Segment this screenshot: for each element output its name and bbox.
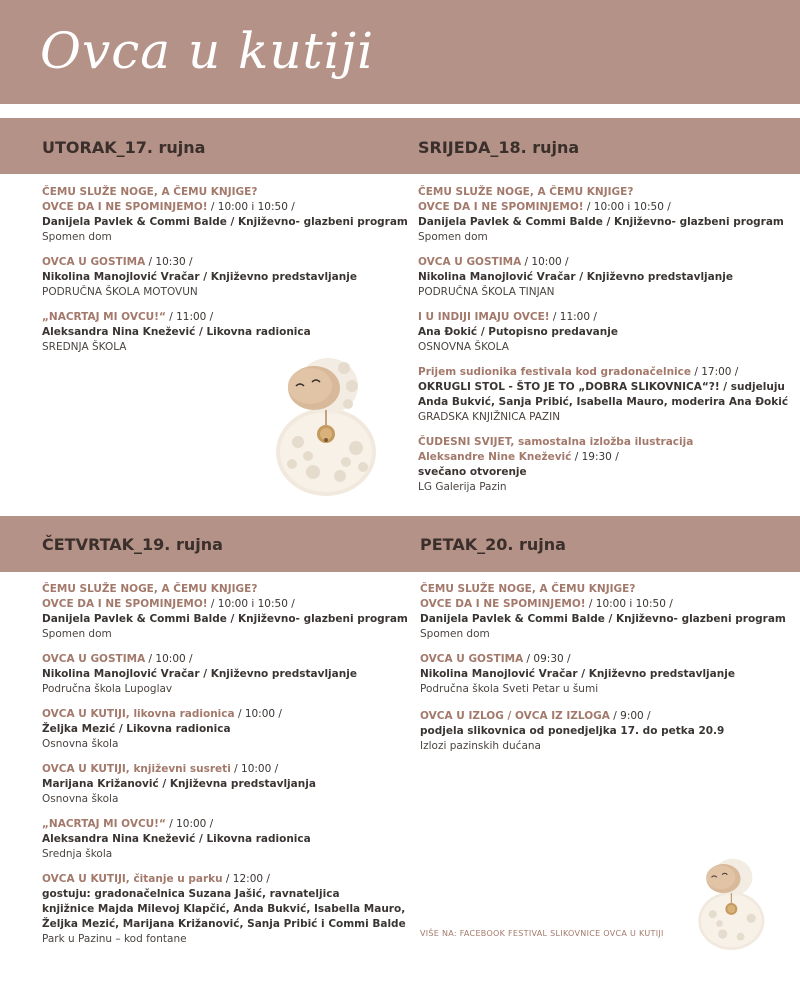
event-title [418, 310, 788, 325]
event-time: / 11:00 / [165, 311, 214, 323]
event-people: svečano otvorenje [418, 466, 527, 478]
event-people: Željka Mezić, Marijana Križanović, Sanja Pribić i Commi Balde [42, 918, 406, 930]
sheep-illustration [268, 352, 380, 498]
event-people: Danijela Pavlek & Commi Balde / Književno- glazbeni program [418, 216, 784, 228]
event-item [42, 185, 412, 245]
event-place: Spomen dom [42, 231, 112, 243]
event-title-text: OVCA U KUTIJI, likovna radionica [42, 708, 235, 720]
event-people: Danijela Pavlek & Commi Balde / Književno- glazbeni program [42, 613, 408, 625]
schedule-thursday [42, 582, 412, 957]
event-title-text: OVCA U KUTIJI, čitanje u parku [42, 873, 223, 885]
event-place: OSNOVNA ŠKOLA [418, 341, 509, 353]
schedule-wednesday [418, 185, 788, 505]
event-title-text: OVCA U KUTIJI, književni susreti [42, 763, 231, 775]
event-people: Aleksandra Nina Knežević / Likovna radionica [42, 326, 311, 338]
event-place: PODRUČNA ŠKOLA TINJAN [418, 286, 555, 298]
event-time: / 9:00 / [609, 710, 651, 722]
event-people: Anda Bukvić, Sanja Pribić, Isabella Mauro, moderira Ana Đokić [418, 396, 789, 408]
event-time: / 10:30 / [145, 256, 193, 268]
event-people: Nikolina Manojlović Vračar / Književno predstavljanje [42, 668, 357, 680]
event-time: / 10:00 / [165, 818, 214, 830]
day-title-thursday: ČETVRTAK_19. rujna [42, 535, 223, 554]
event-item [42, 817, 412, 862]
event-title-text: Prijem sudionika festivala kod gradonačelnice [418, 366, 691, 378]
event-title-text: ČEMU SLUŽE NOGE, A ČEMU KNJIGE? [418, 186, 634, 198]
event-title [42, 597, 412, 612]
event-time: / 10:00 / [145, 653, 193, 665]
event-time: / 17:00 / [691, 366, 739, 378]
event-time: / 10:00 / [521, 256, 569, 268]
event-title [420, 597, 790, 612]
event-time: / 11:00 / [549, 311, 597, 323]
event-place: GRADSKA KNJIŽNICA PAZIN [418, 411, 561, 423]
footer-note: VIŠE NA: FACEBOOK FESTIVAL SLIKOVNICE OVCA U KUTIJI [420, 929, 664, 938]
event-title [42, 652, 412, 667]
event-people: OKRUGLI STOL - ŠTO JE TO „DOBRA SLIKOVNICA“?! / sudjeluju [418, 381, 785, 393]
event-title [420, 709, 790, 724]
event-title-text: „NACRTAJ MI OVCU!“ [42, 311, 166, 323]
event-item [42, 707, 412, 752]
event-title [418, 435, 788, 450]
event-title [42, 817, 412, 832]
event-title-text: OVCE DA I NE SPOMINJEMO! [420, 598, 586, 610]
event-place: LG Galerija Pazin [418, 481, 507, 493]
event-place: Osnovna škola [42, 738, 119, 750]
event-time: / 12:00 / [222, 873, 270, 885]
day-title-friday: PETAK_20. rujna [420, 535, 566, 554]
event-place: Izlozi pazinskih dućana [420, 740, 541, 752]
event-title-text: ČEMU SLUŽE NOGE, A ČEMU KNJIGE? [42, 186, 258, 198]
event-item [42, 310, 412, 355]
event-item [418, 310, 788, 355]
event-title [42, 707, 412, 722]
event-title [420, 652, 790, 667]
event-title [418, 450, 788, 465]
event-title [418, 185, 788, 200]
event-title [42, 762, 412, 777]
event-place: Spomen dom [418, 231, 488, 243]
event-time: / 10:00 i 10:50 / [207, 598, 295, 610]
event-people: Nikolina Manojlović Vračar / Književno predstavljanje [420, 668, 735, 680]
event-item [418, 255, 788, 300]
event-item [418, 365, 788, 425]
event-time: / 10:00 i 10:50 / [585, 598, 673, 610]
event-title-text: OVCE DA I NE SPOMINJEMO! [42, 201, 208, 213]
event-time: / 10:00 i 10:50 / [207, 201, 295, 213]
event-item [42, 762, 412, 807]
event-people: Nikolina Manojlović Vračar / Književno predstavljanje [418, 271, 733, 283]
event-place: SREDNJA ŠKOLA [42, 341, 127, 353]
schedule-tuesday [42, 185, 412, 365]
event-time: / 10:00 i 10:50 / [583, 201, 671, 213]
event-title [42, 872, 412, 887]
event-people: Željka Mezić / Likovna radionica [42, 723, 231, 735]
event-people: Nikolina Manojlović Vračar / Književno predstavljanje [42, 271, 357, 283]
event-title-text: Aleksandre Nine Knežević [418, 451, 572, 463]
event-title-text: ČEMU SLUŽE NOGE, A ČEMU KNJIGE? [42, 583, 258, 595]
day-title-wednesday: SRIJEDA_18. rujna [418, 138, 580, 157]
event-title-text: OVCA U GOSTIMA [42, 653, 146, 665]
event-place: Područna škola Sveti Petar u šumi [420, 683, 599, 695]
event-place: Područna škola Lupoglav [42, 683, 173, 695]
event-item [42, 582, 412, 642]
event-title-text: OVCE DA I NE SPOMINJEMO! [418, 201, 584, 213]
event-title [42, 200, 412, 215]
event-item [42, 652, 412, 697]
event-title [418, 200, 788, 215]
event-title [42, 255, 412, 270]
event-time: / 19:30 / [571, 451, 619, 463]
event-title-text: OVCA U GOSTIMA [418, 256, 522, 268]
header-banner [0, 0, 800, 104]
event-title-text: OVCE DA I NE SPOMINJEMO! [42, 598, 208, 610]
event-title [42, 185, 412, 200]
event-title-text: I U INDIJI IMAJU OVCE! [418, 311, 550, 323]
event-title [418, 365, 788, 380]
page-title: Ovca u kutiji [40, 22, 375, 80]
event-people: Marijana Križanović / Književna predstavljanja [42, 778, 316, 790]
event-title-text: „NACRTAJ MI OVCU!“ [42, 818, 166, 830]
event-item [420, 709, 790, 754]
event-time: / 10:00 / [234, 708, 282, 720]
event-item [420, 582, 790, 642]
event-place: Spomen dom [420, 628, 490, 640]
event-place: Park u Pazinu – kod fontane [42, 933, 187, 945]
event-people: podjela slikovnica od ponedjeljka 17. do petka 20.9 [420, 725, 725, 737]
sheep-illustration-small [693, 854, 767, 952]
event-item [420, 652, 790, 697]
event-time: / 10:00 / [230, 763, 279, 775]
schedule-friday [420, 582, 790, 764]
event-title-text: ČUDESNI SVIJET, samostalna izložba ilustracija [418, 436, 694, 448]
event-item [418, 185, 788, 245]
event-place: Osnovna škola [42, 793, 119, 805]
event-people: Danijela Pavlek & Commi Balde / Književno- glazbeni program [42, 216, 408, 228]
event-item [418, 435, 788, 495]
event-title [420, 582, 790, 597]
event-people: gostuju: gradonačelnica Suzana Jašić, ravnateljica [42, 888, 340, 900]
event-place: PODRUČNA ŠKOLA MOTOVUN [42, 286, 198, 298]
event-title-text: OVCA U IZLOG / OVCA IZ IZLOGA [420, 710, 610, 722]
event-title [418, 255, 788, 270]
event-title-text: OVCA U GOSTIMA [42, 256, 146, 268]
event-title [42, 582, 412, 597]
event-title [42, 310, 412, 325]
event-item [42, 872, 412, 947]
event-place: Spomen dom [42, 628, 112, 640]
event-title-text: OVCA U GOSTIMA [420, 653, 524, 665]
event-item [42, 255, 412, 300]
event-time: / 09:30 / [523, 653, 571, 665]
event-people: Ana Đokić / Putopisno predavanje [418, 326, 618, 338]
event-title-text: ČEMU SLUŽE NOGE, A ČEMU KNJIGE? [420, 583, 636, 595]
event-place: Srednja škola [42, 848, 113, 860]
event-people: Danijela Pavlek & Commi Balde / Književno- glazbeni program [420, 613, 786, 625]
day-title-tuesday: UTORAK_17. rujna [42, 138, 206, 157]
event-people: knjižnice Majda Milevoj Klapčić, Anda Bukvić, Isabella Mauro, [42, 903, 406, 915]
event-people: Aleksandra Nina Knežević / Likovna radionica [42, 833, 311, 845]
